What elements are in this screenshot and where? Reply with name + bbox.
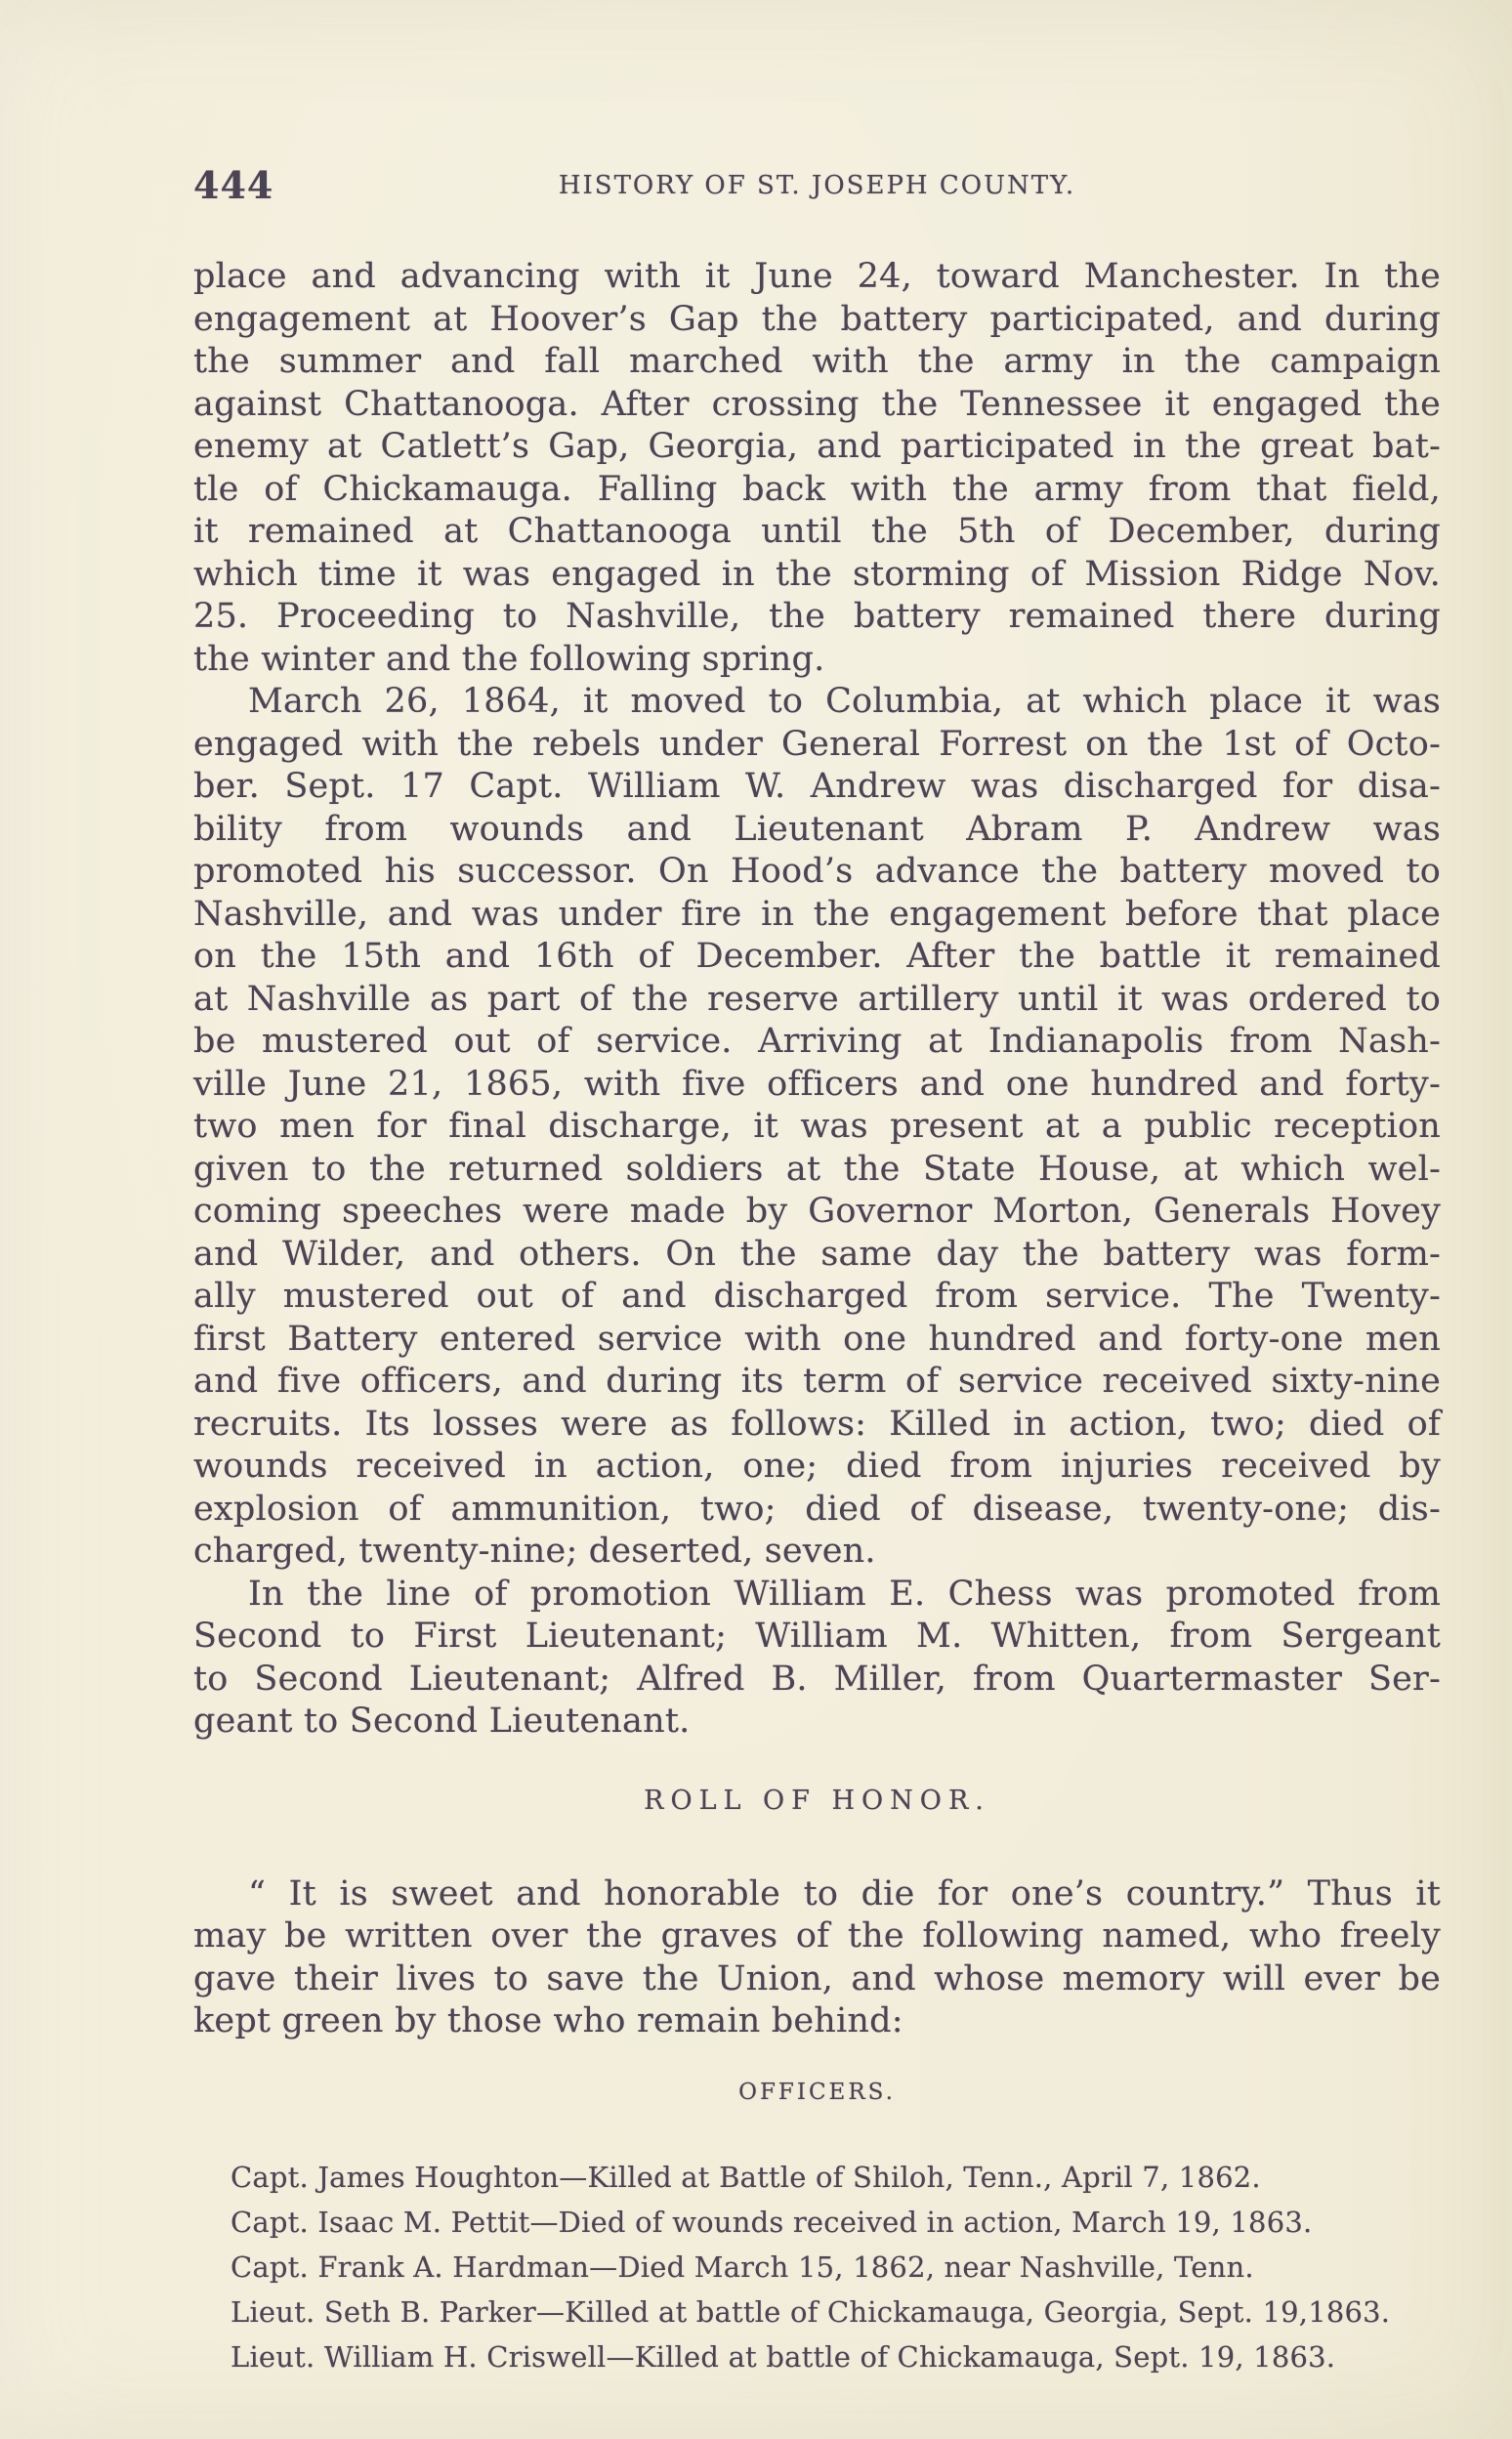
text-line: promoted his successor. On Hood’s advance the battery moved to: [193, 852, 1441, 891]
page-number: 444: [193, 163, 274, 207]
text-line: may be written over the graves of the following named, who freely: [193, 1916, 1441, 1955]
section-heading-roll-of-honor: ROLL OF HONOR.: [644, 1785, 990, 1816]
running-header: HISTORY OF ST. JOSEPH COUNTY.: [558, 171, 1076, 200]
text-line: wounds received in action, one; died from injuries received by: [193, 1447, 1441, 1486]
text-line: bility from wounds and Lieutenant Abram P. Andrew was: [193, 809, 1441, 849]
text-line: Nashville, and was under fire in the engagement before that place: [193, 894, 1441, 934]
officer-entry: Capt. Isaac M. Pettit—Died of wounds received in action, March 19, 1863.: [231, 2205, 1313, 2239]
text-line: place and advancing with it June 24, toward Manchester. In the: [193, 257, 1441, 296]
body-text: [193, 256, 1441, 1744]
text-line: given to the returned soldiers at the State House, at which wel-: [193, 1149, 1441, 1189]
text-line: “ It is sweet and honorable to die for one’s country.” Thus it: [248, 1873, 1441, 1913]
section-heading-officers: OFFICERS.: [738, 2079, 896, 2105]
text-line: coming speeches were made by Governor Morton, Generals Hovey: [193, 1192, 1441, 1231]
officer-entry: Lieut. William H. Criswell—Killed at battle of Chickamauga, Sept. 19, 1863.: [231, 2339, 1336, 2374]
text-line: March 26, 1864, it moved to Columbia, at which place it was: [248, 682, 1441, 721]
text-line: 25. Proceeding to Nashville, the battery remained there during: [193, 597, 1441, 636]
officer-entry: Capt. Frank A. Hardman—Died March 15, 1862, near Nashville, Tenn.: [231, 2250, 1254, 2284]
text-line: geant to Second Lieutenant.: [193, 1702, 691, 1741]
text-line: gave their lives to save the Union, and whose memory will ever be: [193, 1958, 1441, 1998]
text-line: the summer and fall marched with the army in the campaign: [193, 342, 1441, 381]
text-line: recruits. Its losses were as follows: Killed in action, two; died of: [193, 1404, 1441, 1444]
text-line: kept green by those who remain behind:: [193, 2001, 903, 2040]
text-line: it remained at Chattanooga until the 5th of December, during: [193, 512, 1441, 551]
text-line: explosion of ammunition, two; died of disease, twenty-one; dis-: [193, 1489, 1441, 1529]
text-line: ville June 21, 1865, with five officers and one hundred and forty-: [193, 1064, 1441, 1104]
roll-of-honor-intro-paragraph: [193, 1873, 1441, 2043]
text-line: tle of Chickamauga. Falling back with the army from that field,: [193, 469, 1441, 509]
paragraph: [193, 681, 1441, 1574]
text-line: against Chattanooga. After crossing the Tennessee it engaged the: [193, 384, 1441, 424]
text-line: at Nashville as part of the reserve artillery until it was ordered to: [193, 979, 1441, 1019]
page-content: [193, 164, 1441, 2379]
text-line: on the 15th and 16th of December. After the battle it remained: [193, 937, 1441, 976]
text-line: ally mustered out of and discharged from service. The Twenty-: [193, 1277, 1441, 1316]
text-line: which time it was engaged in the storming of Mission Ridge Nov.: [193, 554, 1441, 594]
text-line: first Battery entered service with one hundred and forty-one men: [193, 1319, 1441, 1359]
text-line: engaged with the rebels under General Forrest on the 1st of Octo-: [193, 724, 1441, 764]
paragraph: [193, 1574, 1441, 1744]
text-line: the winter and the following spring.: [193, 639, 825, 679]
text-line: Second to First Lieutenant; William M. Whitten, from Sergeant: [193, 1617, 1441, 1656]
text-line: two men for final discharge, it was present at a public reception: [193, 1107, 1441, 1146]
text-line: enemy at Catlett’s Gap, Georgia, and participated in the great bat-: [193, 427, 1441, 466]
text-line: In the line of promotion William E. Chess was promoted from: [248, 1574, 1441, 1614]
text-line: be mustered out of service. Arriving at Indianapolis from Nash-: [193, 1022, 1441, 1061]
text-line: charged, twenty-nine; deserted, seven.: [193, 1532, 876, 1571]
page-header: [193, 164, 1441, 211]
officer-entry: Lieut. Seth B. Parker—Killed at battle of Chickamauga, Georgia, Sept. 19,1863.: [231, 2294, 1391, 2329]
paragraph: [193, 256, 1441, 681]
text-line: and Wilder, and others. On the same day the battery was form-: [193, 1234, 1441, 1274]
text-line: ber. Sept. 17 Capt. William W. Andrew was discharged for disa-: [193, 767, 1441, 806]
officer-entry: Capt. James Houghton—Killed at Battle of Shiloh, Tenn., April 7, 1862.: [231, 2160, 1261, 2194]
officers-list: [193, 2155, 1441, 2379]
text-line: to Second Lieutenant; Alfred B. Miller, from Quartermaster Ser-: [193, 1659, 1441, 1699]
text-line: and five officers, and during its term of service received sixty-nine: [193, 1362, 1441, 1401]
text-line: engagement at Hoover’s Gap the battery participated, and during: [193, 299, 1441, 339]
